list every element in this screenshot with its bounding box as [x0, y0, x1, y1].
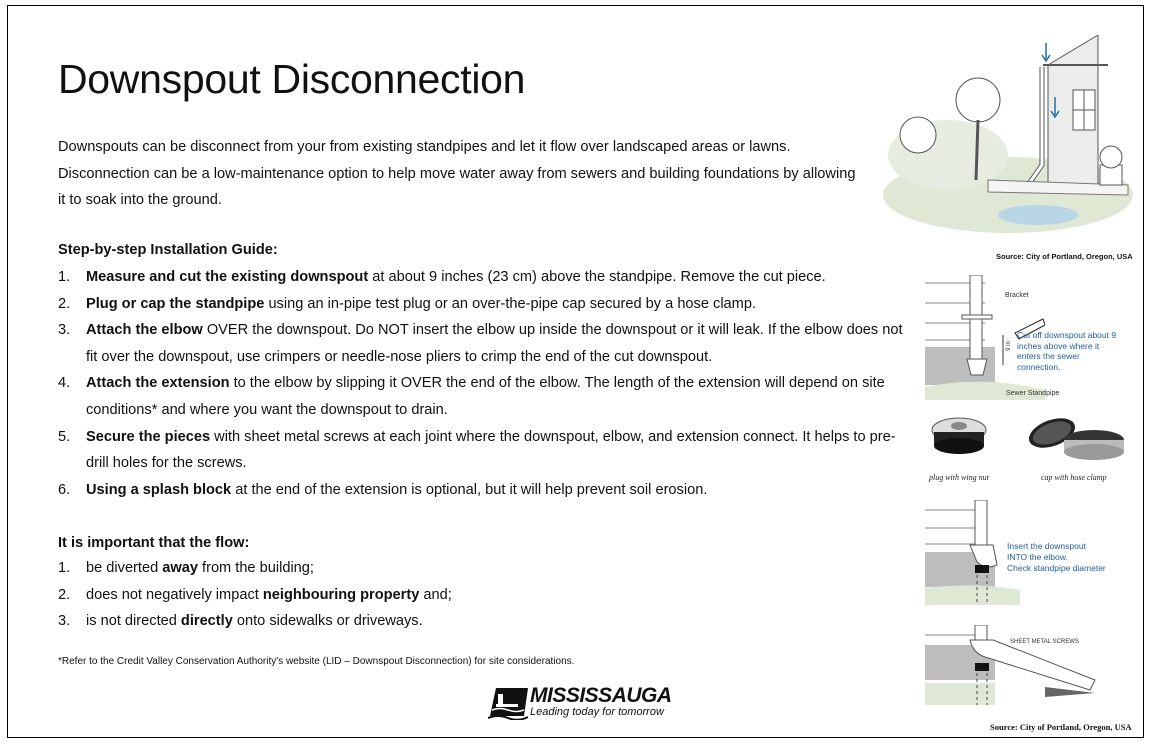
- elbow-insertion-diagram: [925, 500, 1020, 605]
- screws-label: SHEET METAL SCREWS: [1010, 639, 1079, 645]
- step-item: 6. Using a splash block at the end of the extension is optional, but it will help prevent soil erosion.: [58, 481, 708, 498]
- installation-guide-heading: Step-by-step Installation Guide:: [58, 242, 278, 258]
- plug-caption: plug with wing nut: [929, 473, 989, 482]
- mississauga-logo: [488, 684, 672, 722]
- measurement-label: 9 in: [1005, 341, 1012, 351]
- house-image-source: Source: City of Portland, Oregon, USA: [996, 252, 1133, 261]
- screws-image-source: Source: City of Portland, Oregon, USA: [990, 722, 1132, 732]
- check-diameter-label: Check standpipe diameter: [1007, 563, 1106, 573]
- insert-elbow-label: Insert the downspout INTO the elbow.: [1007, 541, 1086, 562]
- plug-and-cap-photos: [922, 408, 1132, 468]
- step-item: 1. Measure and cut the existing downspout at about 9 inches (23 cm) above the standpipe. Remove the cut piece.: [58, 269, 826, 285]
- standpipe-label: Sewer Standpipe: [1006, 390, 1060, 397]
- step-item: 2. Plug or cap the standpipe using an in-pipe test plug or an over-the-pipe cap secured by a hose clamp.: [58, 295, 757, 312]
- logo-wordmark: MISSISSAUGA: [530, 684, 672, 707]
- bracket-label: Bracket: [1005, 292, 1029, 299]
- sheet-metal-screws-diagram: [925, 625, 1100, 705]
- house-downspout-illustration: [878, 35, 1138, 235]
- footnote: *Refer to the Credit Valley Conservation Authority's website (LID – Downspout Disconnection) for site considerations.: [58, 656, 575, 667]
- step-item: 4. Attach the extension to the elbow by slipping it OVER the end of the elbow. The length of the extension will depend on site conditions* and where you want the downspout to drain.: [58, 375, 885, 418]
- installation-steps: [58, 264, 908, 503]
- flow-requirements: [58, 555, 658, 635]
- cut-instruction-label: Cut off downspout about 9 inches above where it enters the sewer connection.: [1017, 330, 1117, 372]
- flow-item: 1. be diverted away from the building;: [58, 560, 314, 576]
- city-emblem-icon: [488, 686, 528, 720]
- flow-item: 2. does not negatively impact neighbouring property and;: [58, 586, 452, 603]
- page-title: Downspout Disconnection: [58, 56, 526, 102]
- step-item: 3. Attach the elbow OVER the downspout. Do NOT insert the elbow up inside the downspout or it will leak. If the elbow does not fit over the downspout, use crimpers or needle-nose pliers to crimp the end of the cut downspout.: [58, 322, 903, 365]
- step-item: 5. Secure the pieces with sheet metal screws at each joint where the downspout, elbow, and extension connect. It helps to pre-drill holes for the screws.: [58, 428, 896, 472]
- flow-item: 3. is not directed directly onto sidewalks or driveways.: [58, 613, 423, 630]
- cap-caption: cap with hose clamp: [1041, 473, 1107, 482]
- logo-tagline: Leading today for tomorrow: [530, 706, 664, 718]
- intro-paragraph: Downspouts can be disconnect from your from existing standpipes and let it flow over landscaped areas or lawns. Disconnection can be a low-maintenance option to help move water away from sewers and building foundations by allowing it to soak into the ground.: [58, 139, 856, 208]
- flow-heading: It is important that the flow:: [58, 535, 250, 551]
